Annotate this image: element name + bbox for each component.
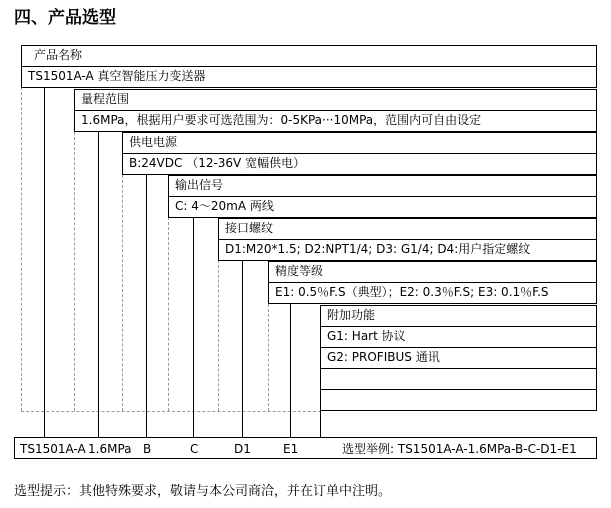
interface-header: 接口螺纹 [225,221,274,235]
guide-line [21,67,22,411]
selection-example: 选型举例: TS1501A-A-1.6MPa-B-C-D1-E1 [342,442,577,456]
product-model: TS1501A-A 真空智能压力变送器 [28,69,206,83]
interface-option-cell [218,239,597,261]
range-option: 1.6MPa，根据用户要求可选范围为：0-5KPa···10MPa，范围内可自由设定 [81,113,482,127]
extra-option-cell [320,389,597,411]
interface-option: D1:M20*1.5; D2:NPT1/4; D3: G1/4; D4:用户指定螺纹 [225,242,531,256]
extra-header-cell [320,305,597,327]
guide-line [268,304,269,411]
extra-header: 附加功能 [327,308,376,322]
code-accuracy: E1 [283,442,299,456]
accuracy-header: 精度等级 [275,264,324,278]
connector-line [290,303,291,437]
range-header-cell [74,89,597,111]
power-header-cell [122,132,597,154]
guide-line [168,217,169,411]
extra-option: G2: PROFIBUS 通讯 [327,350,440,364]
output-header: 输出信号 [175,178,224,192]
power-option-cell [122,153,597,175]
guide-line [218,260,219,411]
guide-line [74,132,75,411]
connector-line [98,131,99,437]
extra-option-cell [320,326,597,348]
product-header-cell [21,45,597,67]
accuracy-option: E1: 0.5％F.S（典型）；E2: 0.3％F.S; E3: 0.1％F.S [275,285,549,299]
code-interface: D1 [234,442,251,456]
extra-option: G1: Hart 协议 [327,329,406,343]
footnote: 选型提示：其他特殊要求，敬请与本公司商洽，并在订单中注明。 [14,484,392,499]
connector-line [242,259,243,437]
guide-line-bottom [21,411,321,412]
section-title: 四、产品选型 [14,8,116,28]
accuracy-header-cell [268,261,597,283]
output-option-cell [168,196,597,218]
product-model-cell [21,66,597,88]
interface-header-cell [218,218,597,240]
code-output: C [190,442,199,456]
accuracy-option-cell [268,282,597,304]
connector-line [193,216,194,437]
output-header-cell [168,175,597,197]
code-model: TS1501A-A [20,442,86,456]
power-option: B:24VDC （12-36V 宽幅供电） [129,156,306,170]
connector-line [146,174,147,437]
code-range: 1.6MPa [88,442,132,456]
output-option: C: 4～20mA 两线 [175,199,274,213]
guide-line [122,175,123,411]
range-header: 量程范围 [81,92,130,106]
connector-line [44,87,45,437]
power-header: 供电电源 [129,135,178,149]
connector-line [320,410,321,437]
product-header: 产品名称 [34,48,83,62]
code-power: B [143,442,152,456]
extra-option-cell [320,368,597,390]
extra-option-cell [320,347,597,369]
range-option-cell [74,110,597,132]
